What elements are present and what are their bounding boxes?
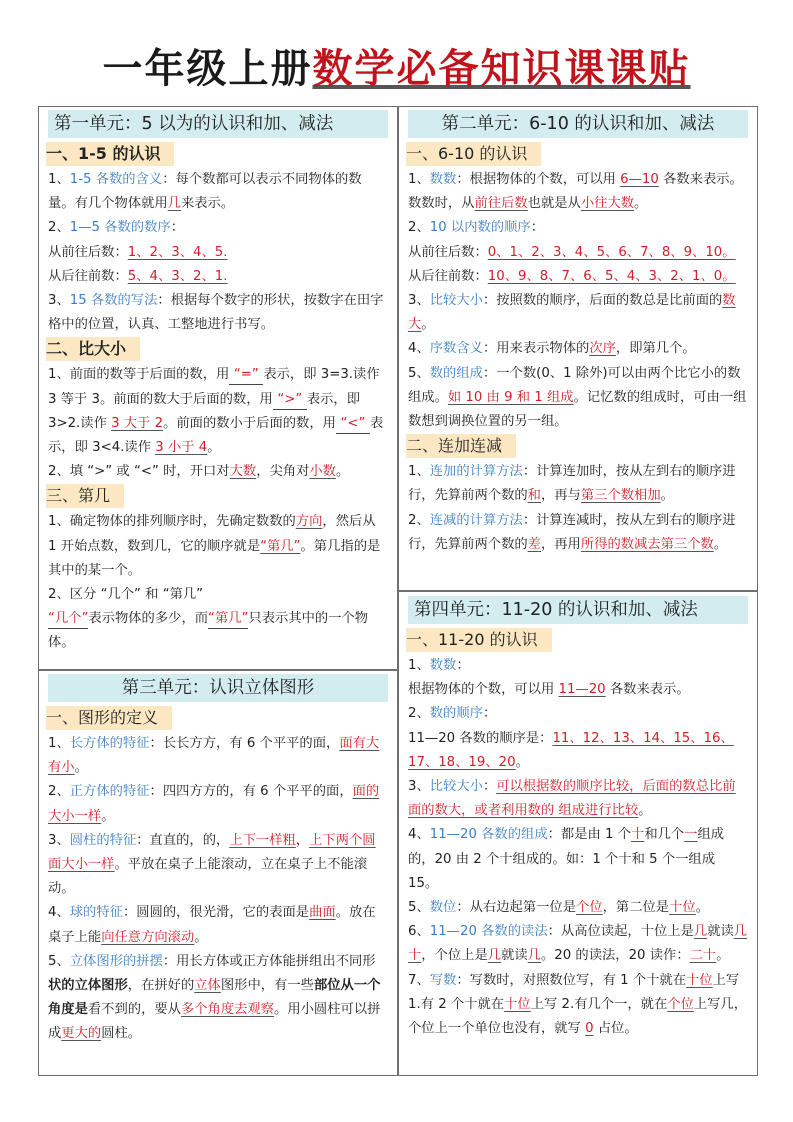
paragraph	[48, 510, 388, 583]
text-run: 来表示。	[180, 196, 235, 212]
text-run: 2、	[408, 220, 430, 236]
paragraph	[48, 732, 388, 780]
text-run: 表示物体的多少，而	[88, 611, 209, 627]
highlighted-answer: 二十	[689, 948, 717, 964]
right-row-divider	[397, 590, 758, 592]
paragraph	[48, 901, 388, 949]
highlighted-answer: 数大	[408, 293, 736, 333]
paragraph	[48, 363, 388, 460]
bold-text: 部位从一个角度是	[48, 978, 381, 1018]
text-run: 2、区分 “几个” 和 “第几”	[48, 587, 204, 603]
text-run: 11—20 各数的顺序是：	[408, 730, 553, 746]
text-run: 。	[74, 760, 88, 776]
paragraph	[408, 727, 748, 775]
paragraph	[408, 896, 748, 920]
text-run: ：长长方方，有 6 个平平的面，	[149, 736, 340, 751]
highlighted-answer: 曲面	[309, 905, 336, 921]
highlighted-answer: 次序	[589, 341, 616, 357]
text-run: ：根据物体的个数，可以用	[456, 172, 621, 187]
text-run: 。记忆数的组成时，可由一组数想到调换位置的另一组。	[408, 389, 747, 430]
text-run: 从后往前数：	[408, 268, 488, 284]
highlighted-answer: 一	[684, 827, 698, 843]
unit1-section2-title: 二、比大小	[46, 337, 140, 361]
unit1-panel	[40, 110, 396, 656]
text-run: 。	[515, 754, 529, 770]
unit4-section1-title: 一、11-20 的认识	[406, 628, 552, 652]
key-term: 数数	[429, 172, 457, 187]
text-run: 各数来表示。	[605, 682, 690, 698]
text-run: 就读	[501, 948, 528, 964]
text-run: 。前面的数小于后面的数，用	[163, 415, 336, 431]
highlighted-answer: 上下一样粗	[229, 832, 296, 848]
unit4-panel	[400, 596, 756, 1041]
highlighted-answer: 个位	[576, 900, 603, 916]
paragraph	[408, 216, 748, 240]
left-row-divider	[38, 669, 398, 671]
paragraph	[408, 678, 748, 702]
text-run: 。	[335, 464, 350, 480]
highlighted-answer: 小数	[309, 464, 336, 480]
paragraph	[48, 829, 388, 902]
highlighted-answer: 几	[167, 196, 181, 212]
paragraph	[48, 216, 388, 240]
text-run: 1、确定物体的排列顺序时，先确定数数的	[48, 514, 296, 530]
key-term: 11—20 各数的读法	[429, 924, 548, 940]
highlighted-answer: 11—20	[558, 682, 606, 698]
title-part-grade: 一年级上册	[102, 45, 313, 92]
fill-in-blank: “=”	[229, 366, 263, 385]
text-run: 3、	[408, 779, 430, 795]
text-run: ：计算连减时，按从左到右的顺序进行，先算前两个数的	[408, 512, 736, 552]
text-run: ：从高位读起，十位上是	[547, 924, 694, 940]
unit1-section1-title: 一、1-5 的认识	[46, 142, 174, 166]
text-run: 根据物体的个数，可以用	[408, 682, 559, 698]
text-run: 。20 的读法，20 读作：	[540, 948, 690, 964]
paragraph	[408, 337, 748, 361]
text-run: 。第几指的是其中的某一个。	[48, 538, 381, 578]
text-run: ：	[482, 706, 497, 722]
unit1-section3-title: 三、第几	[46, 484, 124, 508]
unit2-section1-title: 一、6-10 的认识	[406, 142, 541, 166]
fill-in-blank: “>”	[273, 391, 307, 410]
text-run: 从前往后数：	[48, 244, 128, 260]
text-run: ，尖角对	[256, 464, 310, 480]
key-term: 1-5 各数的含义	[69, 172, 163, 187]
text-run: 表示，即 3=3.读作 3 等于 3。前面的数大于后面的数，用	[48, 367, 380, 407]
text-run: 4、	[408, 827, 430, 843]
fill-in-blank: “第几”	[208, 610, 248, 629]
highlighted-answer: 几十	[408, 924, 748, 964]
paragraph	[408, 289, 748, 337]
text-run: 4、	[408, 341, 430, 357]
highlighted-answer: 0	[585, 1021, 594, 1037]
text-run: ：从右边起第一位是	[456, 900, 577, 916]
text-run: 图形中，有一些	[220, 978, 314, 994]
text-run: 1、前面的数等于后面的数，用	[48, 367, 230, 383]
text-run: ，然后从 1 开始点数，数到几，它的顺序就是	[48, 514, 376, 554]
paragraph	[48, 950, 388, 1047]
key-term: 比较大小	[429, 779, 483, 795]
text-run: 5、	[408, 900, 430, 916]
unit3-section1-title: 一、图形的定义	[46, 706, 172, 730]
text-run: 2、	[48, 784, 70, 800]
key-term: 立体图形的拼摆	[69, 953, 163, 969]
text-run: ：按照数的顺序，后面的数总是比前面的	[482, 293, 723, 309]
key-term: 数的组成	[429, 365, 483, 381]
text-run: 1、	[408, 658, 430, 673]
title-part-subject: 数学必备知识课课贴	[312, 45, 691, 92]
key-term: 连减的计算方法	[429, 512, 523, 528]
paragraph	[48, 583, 388, 607]
text-run: 。平放在桌子上能滚动，立在桌子上不能滚动。	[48, 857, 368, 897]
text-run: 也就是从	[527, 196, 581, 212]
highlighted-answer: 第三个数相加	[580, 488, 661, 504]
key-term: 数数	[429, 658, 457, 673]
highlighted-answer: 和	[527, 488, 541, 504]
paragraph	[408, 460, 748, 508]
highlighted-answer: 如 10 由 9 和 1 组成	[447, 389, 574, 405]
text-run: 就读	[707, 924, 734, 940]
paragraph	[48, 168, 388, 216]
highlighted-answer: 十位	[504, 996, 531, 1012]
text-run: ：	[456, 658, 470, 673]
highlighted-answer: 10、9、8、7、6、5、4、3、2、1、0。	[487, 268, 736, 284]
unit2-title: 第二单元：6-10 的认识和加、减法	[408, 110, 748, 138]
key-term: 写数	[429, 972, 457, 988]
highlighted-answer: 5、4、3、2、1.	[127, 268, 228, 284]
highlighted-answer: 方向	[295, 514, 323, 530]
text-run: ：用来表示物体的	[482, 341, 590, 357]
paragraph	[408, 969, 748, 1042]
text-run: 。	[101, 808, 115, 824]
highlighted-answer: 十位	[669, 900, 696, 916]
text-run: 。	[194, 929, 208, 945]
text-run: ：圆圆的，很光滑，它的表面是	[122, 905, 310, 921]
paragraph	[48, 241, 388, 265]
highlighted-answer: 11、12、13、14、15、16、17、18、19、20	[408, 730, 734, 770]
text-run: 7、	[408, 972, 430, 988]
paragraph	[408, 241, 748, 265]
key-term: 圆柱的特征	[69, 832, 137, 848]
highlighted-answer: 十	[631, 827, 645, 843]
text-run: 2、	[408, 512, 430, 528]
text-run: 。	[713, 536, 728, 552]
text-run: 。	[660, 488, 674, 504]
highlighted-answer: 立体	[194, 978, 221, 994]
text-run: ：一个数(0、1 除外)可以由两个比它小的数组成。	[408, 365, 741, 405]
text-run: ，在拼好的	[127, 978, 195, 994]
text-run: ：	[482, 779, 497, 795]
text-run: 3、	[48, 832, 70, 848]
paragraph	[408, 265, 748, 289]
text-run: ：写数时，对照数位写，有 1 个十就在	[456, 972, 687, 988]
unit3-title: 第三单元：认识立体图形	[48, 674, 388, 702]
text-run: 1、	[408, 172, 430, 187]
highlighted-answer: “第几”	[260, 538, 301, 554]
text-run: 6、	[408, 924, 430, 940]
text-run: 。放在桌子上能	[48, 905, 376, 945]
text-run: 4、	[48, 905, 70, 921]
highlighted-answer: 差	[527, 536, 541, 552]
paragraph	[48, 460, 388, 484]
key-term: 11—20 各数的组成	[429, 827, 548, 843]
text-run: 1、	[48, 172, 70, 187]
unit1-title: 第一单元：5 以为的认识和加、减法	[48, 110, 388, 138]
text-run: 5、	[408, 365, 430, 381]
text-run: 组成的，20 由 2 个十组成的。如：1 个十和 5 个一组成 15。	[408, 827, 725, 891]
unit3-panel	[40, 674, 396, 1047]
text-run: 只表示其中的一个物体。	[48, 611, 369, 651]
key-term: 比较大小	[429, 293, 483, 309]
highlighted-answer: 面有大有小	[48, 736, 380, 776]
text-run: ，	[295, 832, 310, 848]
unit2-panel	[400, 110, 756, 557]
paragraph	[408, 823, 748, 896]
paragraph	[408, 362, 748, 435]
paragraph	[48, 265, 388, 289]
fill-in-blank: “<”	[336, 415, 370, 434]
text-run: 各数来表示。数数时，从	[408, 172, 743, 212]
key-term: 15 各数的写法	[69, 293, 158, 309]
paragraph	[48, 607, 388, 655]
text-run: ，第二位是	[602, 900, 670, 916]
key-term: 10 以内数的顺序	[429, 220, 531, 236]
highlighted-answer: 可以根据数的顺序比较，后面的数总比前面的数大，或者利用数的 组成进行比较	[408, 779, 736, 819]
paragraph	[408, 168, 748, 216]
text-run: ：用长方体或正方体能拼组出不同形	[162, 953, 376, 969]
text-run: 上写 2.有几个一，就在	[530, 996, 668, 1012]
text-run: 从前往后数：	[408, 244, 488, 260]
text-run: ：根据每个数字的形状，按数字在田字格中的位置，认真、工整地进行书写。	[48, 293, 384, 333]
text-run: 上写 1.有 2 个十就在	[408, 972, 740, 1012]
highlighted-answer: 更大的	[61, 1026, 102, 1042]
text-run: ，即第几个。	[615, 341, 696, 357]
text-run: ：	[170, 220, 184, 236]
text-run: 看不到的，要从	[87, 1002, 181, 1018]
key-term: 长方体的特征	[69, 736, 150, 751]
fill-in-blank: “几个”	[48, 610, 88, 629]
text-run: 2、填 “>” 或 “<” 时，开口对	[48, 464, 230, 480]
highlighted-answer: 几	[487, 948, 502, 964]
key-term: 数位	[429, 900, 457, 916]
paragraph	[48, 780, 388, 828]
page-title	[0, 42, 793, 96]
paragraph	[48, 289, 388, 337]
highlighted-answer: 向任意方向滚动	[101, 929, 195, 945]
paragraph	[408, 654, 748, 678]
text-run: ：直直的，的，	[136, 832, 230, 848]
highlighted-answer: 6—10	[620, 172, 659, 187]
text-run: 表示，即 3<4.读作	[48, 415, 384, 456]
highlighted-answer: 多个角度去观察	[180, 1002, 275, 1018]
highlighted-answer: 所得的数减去第三个数	[580, 536, 714, 552]
text-run: 和几个	[644, 827, 685, 843]
key-term: 正方体的特征	[69, 784, 150, 800]
text-run: 1、	[48, 736, 70, 751]
highlighted-answer: 面的大小一样	[48, 784, 380, 824]
text-run: 。	[421, 317, 435, 333]
text-run: 。	[207, 440, 221, 456]
highlighted-answer: 小往大数	[580, 196, 635, 212]
unit2-section2-title: 二、连加连减	[406, 434, 516, 458]
text-run: 。	[638, 803, 652, 819]
text-run: 上写几，个位上一个单位也没有，就写	[408, 996, 748, 1037]
text-run: 3、	[48, 293, 70, 309]
text-run: 2、	[408, 706, 430, 722]
text-run: 2、	[48, 220, 70, 236]
paragraph	[408, 920, 748, 968]
text-run: ：	[530, 220, 544, 236]
key-term: 序数含义	[429, 341, 483, 357]
paragraph	[408, 509, 748, 557]
key-term: 数的顺序	[429, 706, 483, 722]
highlighted-answer: 个位	[667, 996, 694, 1012]
key-term: 1—5 各数的数序	[69, 220, 171, 236]
text-run: ：每个数都可以表示不同物体的数量。有几个物体就用	[48, 172, 362, 212]
highlighted-answer: 3 大于 2	[111, 415, 164, 431]
text-run: 从后往前数：	[48, 268, 128, 284]
text-run: 。	[695, 900, 709, 916]
text-run: 3、	[408, 293, 430, 309]
highlighted-answer: 前往后数	[474, 196, 528, 212]
text-run: 。用小圆柱可以拼成	[48, 1002, 381, 1042]
text-run: 占位。	[593, 1021, 638, 1037]
highlighted-answer: 几	[693, 924, 708, 940]
text-run: 圆柱。	[101, 1026, 142, 1042]
highlighted-answer: 3 小于 4	[155, 440, 208, 456]
highlighted-answer: 大数	[229, 464, 257, 480]
paragraph	[408, 702, 748, 726]
key-term: 球的特征	[69, 905, 123, 921]
text-run: ，个位上是	[421, 948, 488, 964]
highlighted-answer: 1、2、3、4、5.	[127, 244, 228, 260]
text-run: ，再与	[540, 488, 581, 504]
text-run: 。	[634, 196, 648, 212]
text-run: ，再用	[540, 536, 581, 552]
text-run: 5、	[48, 953, 70, 969]
key-term: 连加的计算方法	[429, 464, 523, 480]
paragraph	[408, 775, 748, 823]
unit4-title: 第四单元：11-20 的认识和加、减法	[408, 596, 748, 624]
text-run: 。	[716, 948, 730, 964]
text-run: 1、	[408, 464, 430, 480]
highlighted-answer: 0、1、2、3、4、5、6、7、8、9、10。	[487, 244, 736, 260]
text-run: ：计算连加时，按从左到右的顺序进行，先算前两个数的	[408, 464, 736, 504]
text-run: ：四四方方的，有 6 个平平的面，	[149, 784, 353, 800]
highlighted-answer: 上下两个圆面大小一样	[48, 832, 376, 873]
highlighted-answer: 十位	[686, 972, 713, 988]
highlighted-answer: 几	[527, 948, 541, 964]
text-run: ：都是由 1 个	[547, 827, 632, 843]
bold-text: 状的立体图形	[48, 978, 128, 994]
text-run: 表示，即 3>2.读作	[48, 391, 361, 431]
